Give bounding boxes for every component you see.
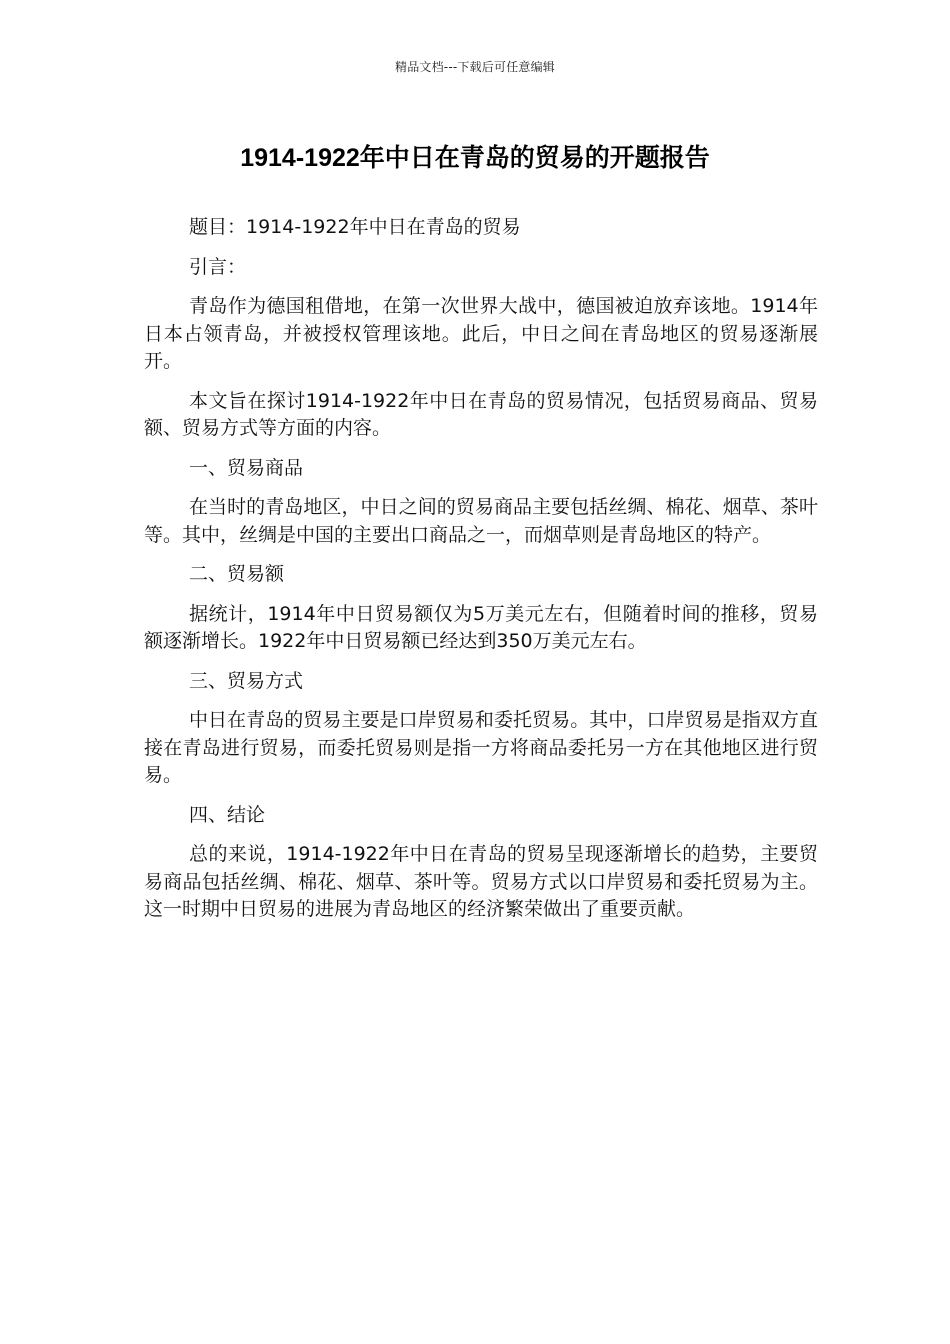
section-heading-goods: 一、贸易商品	[189, 456, 304, 479]
section-heading-conclusion: 四、结论	[189, 803, 266, 826]
paragraph-intro-background: 青岛作为德国租借地，在第一次世界大战中，德国被迫放弃该地。1914年日本占领青岛，并被授权管理该地。此后，中日之间在青岛地区的贸易逐渐展开。	[144, 295, 818, 372]
page-title: 1914-1922年中日在青岛的贸易的开题报告	[240, 144, 710, 172]
paragraph-volume: 据统计，1914年中日贸易额仅为5万美元左右，但随着时间的推移，贸易额逐渐增长。1922年中日贸易额已经达到350万美元左右。	[144, 602, 818, 652]
paragraph-intro-heading: 引言：	[189, 255, 247, 278]
paragraph-intro-purpose: 本文旨在探讨1914-1922年中日在青岛的贸易情况，包括贸易商品、贸易额、贸易方式等方面的内容。	[144, 389, 818, 439]
header-note: 精品文档---下载后可任意编辑	[395, 60, 555, 74]
document-body	[144, 214, 818, 936]
section-heading-methods: 三、贸易方式	[189, 669, 304, 692]
paragraph-goods: 在当时的青岛地区，中日之间的贸易商品主要包括丝绸、棉花、烟草、茶叶等。其中，丝绸是中国的主要出口商品之一，而烟草则是青岛地区的特产。	[144, 496, 818, 546]
paragraph-topic: 题目：1914-1922年中日在青岛的贸易	[189, 216, 521, 238]
paragraph-conclusion: 总的来说，1914-1922年中日在青岛的贸易呈现逐渐增长的趋势，主要贸易商品包括丝绸、棉花、烟草、茶叶等。贸易方式以口岸贸易和委托贸易为主。这一时期中日贸易的进展为青岛地区的经济繁荣做出了重要贡献。	[144, 843, 818, 920]
paragraph-methods: 中日在青岛的贸易主要是口岸贸易和委托贸易。其中，口岸贸易是指双方直接在青岛进行贸易，而委托贸易则是指一方将商品委托另一方在其他地区进行贸易。	[144, 709, 818, 786]
section-heading-volume: 二、贸易额	[189, 563, 285, 585]
